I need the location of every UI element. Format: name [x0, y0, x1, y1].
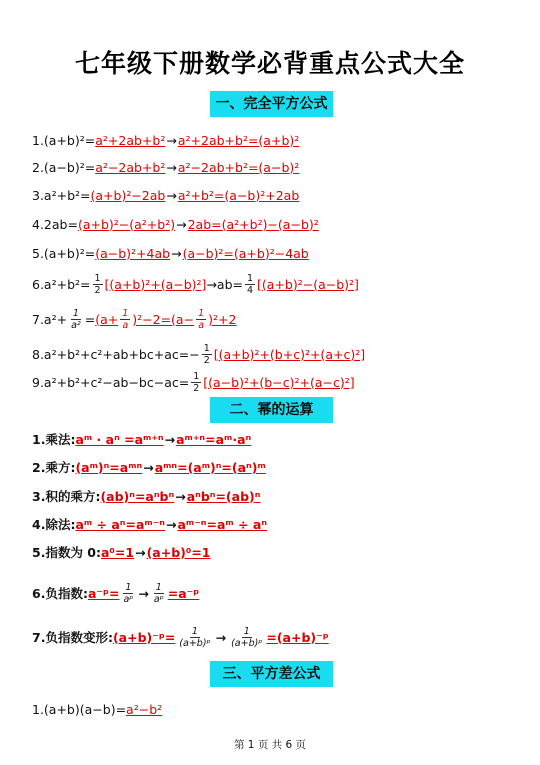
formula-answer: [(a+b)²−(a−b)²] — [257, 276, 359, 292]
formula-answer: [(a+b)²+(b+c)²+(a+c)²] — [213, 346, 366, 362]
arrow-icon: → — [166, 159, 177, 175]
formula-prefix: 7.a²+ — [32, 311, 68, 327]
power-row-7 — [32, 620, 329, 654]
formula-answer: a²+2ab+b²=(a+b)² — [177, 132, 300, 148]
formula-answer: [(a−b)²+(b−c)²+(a−c)²] — [203, 374, 355, 390]
formula-prefix: 3.a²+b²= — [32, 187, 91, 203]
formula-row-9 — [32, 368, 355, 396]
formula-row-6 — [32, 270, 359, 298]
formula-prefix: 3.积的乘方: — [32, 489, 101, 504]
formula-answer: (a−b)²=(a+b)²−4ab — [182, 245, 309, 261]
formula-prefix: 1.(a+b)²= — [32, 132, 96, 148]
formula-answer: a²+2ab+b² — [95, 132, 166, 148]
formula-prefix: 5.指数为 0: — [32, 545, 101, 560]
formula-prefix: 2.(a−b)²= — [32, 159, 96, 175]
formula-answer: aⁿbⁿ=(ab)ⁿ — [186, 488, 261, 504]
formula-prefix: 1.乘法: — [32, 432, 76, 447]
formula-row-8 — [32, 340, 365, 368]
formula-row-5 — [32, 242, 309, 264]
formula-prefix: 2.乘方: — [32, 460, 76, 475]
formula-answer: (a+ — [95, 311, 119, 327]
formula-prefix: 1.(a+b)(a−b)= — [32, 701, 127, 717]
formula-answer: =a⁻ᵖ — [167, 585, 200, 601]
formula-answer: (a+b)⁰=1 — [146, 544, 211, 560]
section-heading-difference-of-squares: 三、平方差公式 — [210, 661, 333, 687]
fraction: $\frac{1}{a}$ — [198, 307, 205, 331]
formula-answer: a²+b²=(a−b)²+2ab — [177, 187, 300, 203]
formula-answer: a²−2ab+b²=(a−b)² — [177, 159, 300, 175]
arrow-icon: → — [215, 629, 227, 645]
formula-answer: )²+2 — [208, 311, 237, 327]
equals-sign: = — [84, 311, 96, 327]
fraction: $\frac{1}{2}$ — [94, 272, 101, 296]
fraction: $\frac{1}{\text{aᵖ}}$ — [123, 581, 134, 605]
arrow-icon: → — [164, 431, 176, 447]
formula-prefix: 4.2ab= — [32, 216, 78, 232]
section-heading-perfect-square: 一、完全平方公式 — [210, 91, 333, 117]
formula-answer: a²−2ab+b² — [95, 159, 166, 175]
formula-prefix: 6.a²+b²= — [32, 276, 91, 292]
power-row-1 — [32, 428, 251, 450]
page-title: 七年级下册数学必背重点公式大全 — [74, 49, 465, 78]
formula-answer: (a+b)²−2ab — [90, 187, 166, 203]
arrow-icon: → — [138, 585, 149, 601]
arrow-icon: → — [166, 187, 177, 203]
formula-answer: )²−2=(a− — [132, 311, 195, 327]
formula-answer: (ab)ⁿ=aⁿbⁿ — [100, 488, 175, 504]
formula-answer: (a+b)⁻ᵖ= — [112, 629, 176, 645]
arrow-icon: → — [166, 516, 177, 532]
formula-prefix: 9.a²+b²+c²−ab−bc−ac= — [32, 374, 190, 390]
formula-answer: aᵐ⁻ⁿ=aᵐ ÷ aⁿ — [177, 516, 268, 532]
arrow-icon: → — [175, 488, 186, 504]
formula-row-3 — [32, 184, 299, 206]
fraction: $\frac{1}{a}$ — [122, 307, 129, 331]
page-footer: 第 1 页 共 6 页 — [233, 739, 307, 751]
arrow-icon: → — [176, 216, 187, 232]
fraction: $\frac{1}{\text{a²}}$ — [71, 307, 81, 331]
fraction: $\frac{1}{\text{aᵖ}}$ — [153, 581, 164, 605]
formula-answer: aᵐ ÷ aⁿ=aᵐ⁻ⁿ — [75, 516, 165, 532]
fraction: $\frac{1}{2}$ — [203, 342, 210, 366]
power-row-6 — [32, 576, 199, 610]
arrow-icon: → — [143, 459, 154, 475]
formula-answer: (aᵐ)ⁿ=aᵐⁿ — [75, 459, 143, 475]
formula-answer: 2ab=(a²+b²)−(a−b)² — [187, 216, 319, 232]
formula-answer: a²−b² — [126, 701, 163, 717]
power-row-3 — [32, 485, 260, 507]
formula-answer: aᵐⁿ=(aᵐ)ⁿ=(aⁿ)ᵐ — [154, 459, 266, 475]
power-row-5 — [32, 541, 211, 563]
formula-row-4 — [32, 213, 319, 235]
formula-answer: =(a+b)⁻ᵖ — [266, 629, 329, 645]
formula-answer: (a−b)²+4ab — [95, 245, 171, 261]
section-heading-powers: 二、幂的运算 — [210, 397, 333, 423]
formula-prefix: 5.(a+b)²= — [32, 245, 96, 261]
arrow-icon: → — [166, 132, 177, 148]
fraction: $\frac{1}{2}$ — [193, 370, 200, 394]
formula-mid: →ab= — [206, 276, 243, 292]
formula-row-2 — [32, 156, 299, 178]
power-row-4 — [32, 513, 267, 535]
arrow-icon: → — [171, 245, 182, 261]
arrow-icon: → — [135, 544, 146, 560]
formula-answer: a⁰=1 — [101, 544, 135, 560]
power-row-2 — [32, 456, 266, 478]
formula-answer: aᵐ⁺ⁿ=aᵐ·aⁿ — [176, 431, 252, 447]
formula-row-1 — [32, 129, 299, 151]
fraction: $\frac{1}{\text{(a+b)ᵖ}}$ — [179, 625, 211, 649]
formula-answer: [(a+b)²+(a−b)²] — [104, 276, 207, 292]
formula-answer: aᵐ · aⁿ =aᵐ⁺ⁿ — [75, 431, 164, 447]
formula-prefix: 4.除法: — [32, 517, 76, 532]
formula-prefix: 7.负指数变形: — [32, 630, 113, 645]
formula-prefix: 6.负指数: — [32, 586, 88, 601]
fraction: $\frac{1}{4}$ — [247, 272, 254, 296]
formula-answer: a⁻ᵖ= — [87, 585, 120, 601]
formula-row-7 — [32, 304, 236, 334]
fraction: $\frac{1}{\text{(a+b)ᵖ}}$ — [231, 625, 263, 649]
formula-answer: (a+b)²−(a²+b²) — [77, 216, 176, 232]
formula-prefix: 8.a²+b²+c²+ab+bc+ac=− — [32, 346, 200, 362]
diff-squares-row-1 — [32, 698, 162, 720]
